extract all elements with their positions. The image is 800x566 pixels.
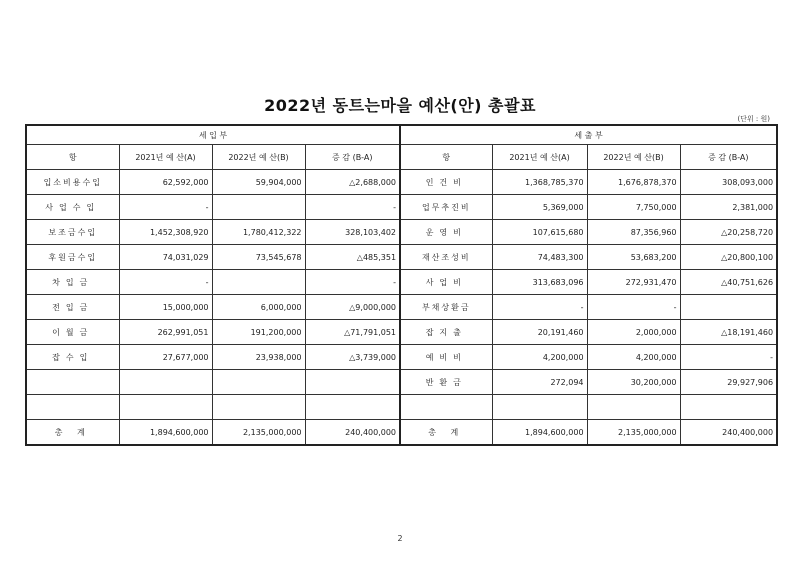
income-budget-2022-cell: [212, 395, 305, 420]
income-budget-2021-cell: 27,677,000: [119, 345, 212, 370]
expense-budget-2021-cell: 313,683,096: [492, 270, 587, 295]
expense-budget-2021-cell: -: [492, 295, 587, 320]
expense-diff-cell: -: [680, 345, 777, 370]
expense-budget-2021-cell: 4,200,000: [492, 345, 587, 370]
expense-budget-2022-cell: 4,200,000: [587, 345, 680, 370]
income-budget-2022-cell: 59,904,000: [212, 170, 305, 195]
expense-header-2021: 2021년 예 산(A): [492, 145, 587, 170]
expense-budget-2022-cell: -: [587, 295, 680, 320]
expense-budget-2021-cell: 272,094: [492, 370, 587, 395]
expense-item-cell: 사업비: [400, 270, 492, 295]
income-diff-cell: -: [305, 195, 400, 220]
expense-header-item: 항: [400, 145, 492, 170]
expense-budget-2021-cell: 5,369,000: [492, 195, 587, 220]
table-row: [26, 220, 777, 245]
expense-diff-cell: △20,258,720: [680, 220, 777, 245]
expense-diff-cell: 29,927,906: [680, 370, 777, 395]
expense-item-cell: 인건비: [400, 170, 492, 195]
income-diff-cell: △9,000,000: [305, 295, 400, 320]
unit-note: (단위 : 원): [737, 115, 770, 123]
expense-item-cell: [400, 395, 492, 420]
income-budget-2022-cell: 1,780,412,322: [212, 220, 305, 245]
column-header-row: [26, 145, 777, 170]
income-diff-cell: △485,351: [305, 245, 400, 270]
expense-item-cell: 반환금: [400, 370, 492, 395]
expense-budget-2022-cell: 87,356,960: [587, 220, 680, 245]
income-header-item: 항: [26, 145, 119, 170]
income-budget-2021-cell: 74,031,029: [119, 245, 212, 270]
expense-item-cell: 부채상환금: [400, 295, 492, 320]
expense-budget-2021-cell: 20,191,460: [492, 320, 587, 345]
income-section-title: 세 입 부: [26, 125, 400, 145]
expense-item-cell: 잡지출: [400, 320, 492, 345]
income-header-2022: 2022년 예 산(B): [212, 145, 305, 170]
income-budget-2021-cell: -: [119, 270, 212, 295]
income-item-cell: 입소비용수입: [26, 170, 119, 195]
expense-budget-2021-cell: 74,483,300: [492, 245, 587, 270]
page-number: 2: [397, 534, 403, 543]
table-row: [26, 370, 777, 395]
income-item-cell: [26, 370, 119, 395]
expense-budget-2021-cell: [492, 395, 587, 420]
income-budget-2021-cell: -: [119, 195, 212, 220]
income-item-cell: 후원금수입: [26, 245, 119, 270]
income-diff-cell: △3,739,000: [305, 345, 400, 370]
income-budget-2021-cell: [119, 370, 212, 395]
section-header-row: [26, 125, 777, 145]
income-diff-cell: [305, 370, 400, 395]
income-diff-cell: △71,791,051: [305, 320, 400, 345]
expense-header-2022: 2022년 예 산(B): [587, 145, 680, 170]
expense-budget-2022-cell: 2,000,000: [587, 320, 680, 345]
income-total-item-cell: 총 계: [26, 420, 119, 446]
income-budget-2022-cell: [212, 370, 305, 395]
income-item-cell: 잡수입: [26, 345, 119, 370]
income-budget-2021-cell: 15,000,000: [119, 295, 212, 320]
income-item-cell: 보조금수입: [26, 220, 119, 245]
income-diff-cell: 328,103,402: [305, 220, 400, 245]
income-item-cell: 사업수입: [26, 195, 119, 220]
income-item-cell: 전입금: [26, 295, 119, 320]
income-budget-2022-cell: 73,545,678: [212, 245, 305, 270]
table-row: [26, 270, 777, 295]
income-budget-2022-cell: [212, 270, 305, 295]
income-budget-2022-cell: [212, 195, 305, 220]
expense-item-cell: 운영비: [400, 220, 492, 245]
expense-total-diff-cell: 240,400,000: [680, 420, 777, 446]
income-item-cell: [26, 395, 119, 420]
income-header-diff: 증 감 (B-A): [305, 145, 400, 170]
income-budget-2021-cell: [119, 395, 212, 420]
expense-total-budget-2022-cell: 2,135,000,000: [587, 420, 680, 446]
table-row: [26, 345, 777, 370]
expense-budget-2022-cell: 1,676,878,370: [587, 170, 680, 195]
income-diff-cell: [305, 395, 400, 420]
table-row: [26, 320, 777, 345]
expense-total-budget-2021-cell: 1,894,600,000: [492, 420, 587, 446]
total-row: [26, 420, 777, 446]
expense-item-cell: 업무추진비: [400, 195, 492, 220]
income-budget-2022-cell: 191,200,000: [212, 320, 305, 345]
expense-item-cell: 재산조성비: [400, 245, 492, 270]
income-budget-2021-cell: 262,991,051: [119, 320, 212, 345]
table-row: [26, 170, 777, 195]
expense-budget-2021-cell: 1,368,785,370: [492, 170, 587, 195]
expense-diff-cell: △20,800,100: [680, 245, 777, 270]
budget-summary-table: [25, 124, 778, 446]
expense-item-cell: 예비비: [400, 345, 492, 370]
income-item-cell: 이월금: [26, 320, 119, 345]
table-row: [26, 245, 777, 270]
expense-header-diff: 증 감 (B-A): [680, 145, 777, 170]
income-budget-2022-cell: 6,000,000: [212, 295, 305, 320]
expense-budget-2022-cell: 7,750,000: [587, 195, 680, 220]
table-row: [26, 295, 777, 320]
income-item-cell: 차입금: [26, 270, 119, 295]
expense-budget-2022-cell: 53,683,200: [587, 245, 680, 270]
table-row: [26, 195, 777, 220]
expense-diff-cell: [680, 395, 777, 420]
income-total-budget-2021-cell: 1,894,600,000: [119, 420, 212, 446]
expense-budget-2021-cell: 107,615,680: [492, 220, 587, 245]
income-header-2021: 2021년 예 산(A): [119, 145, 212, 170]
table-row: [26, 395, 777, 420]
expense-section-title: 세 출 부: [400, 125, 777, 145]
expense-diff-cell: △18,191,460: [680, 320, 777, 345]
income-diff-cell: -: [305, 270, 400, 295]
expense-budget-2022-cell: [587, 395, 680, 420]
expense-budget-2022-cell: 30,200,000: [587, 370, 680, 395]
income-budget-2021-cell: 62,592,000: [119, 170, 212, 195]
expense-diff-cell: 308,093,000: [680, 170, 777, 195]
income-budget-2022-cell: 23,938,000: [212, 345, 305, 370]
expense-diff-cell: [680, 295, 777, 320]
expense-diff-cell: △40,751,626: [680, 270, 777, 295]
expense-budget-2022-cell: 272,931,470: [587, 270, 680, 295]
page-title: 2022년 동트는마을 예산(안) 총괄표: [264, 96, 536, 115]
income-budget-2021-cell: 1,452,308,920: [119, 220, 212, 245]
expense-total-item-cell: 총 계: [400, 420, 492, 446]
income-diff-cell: △2,688,000: [305, 170, 400, 195]
income-total-diff-cell: 240,400,000: [305, 420, 400, 446]
expense-diff-cell: 2,381,000: [680, 195, 777, 220]
income-total-budget-2022-cell: 2,135,000,000: [212, 420, 305, 446]
